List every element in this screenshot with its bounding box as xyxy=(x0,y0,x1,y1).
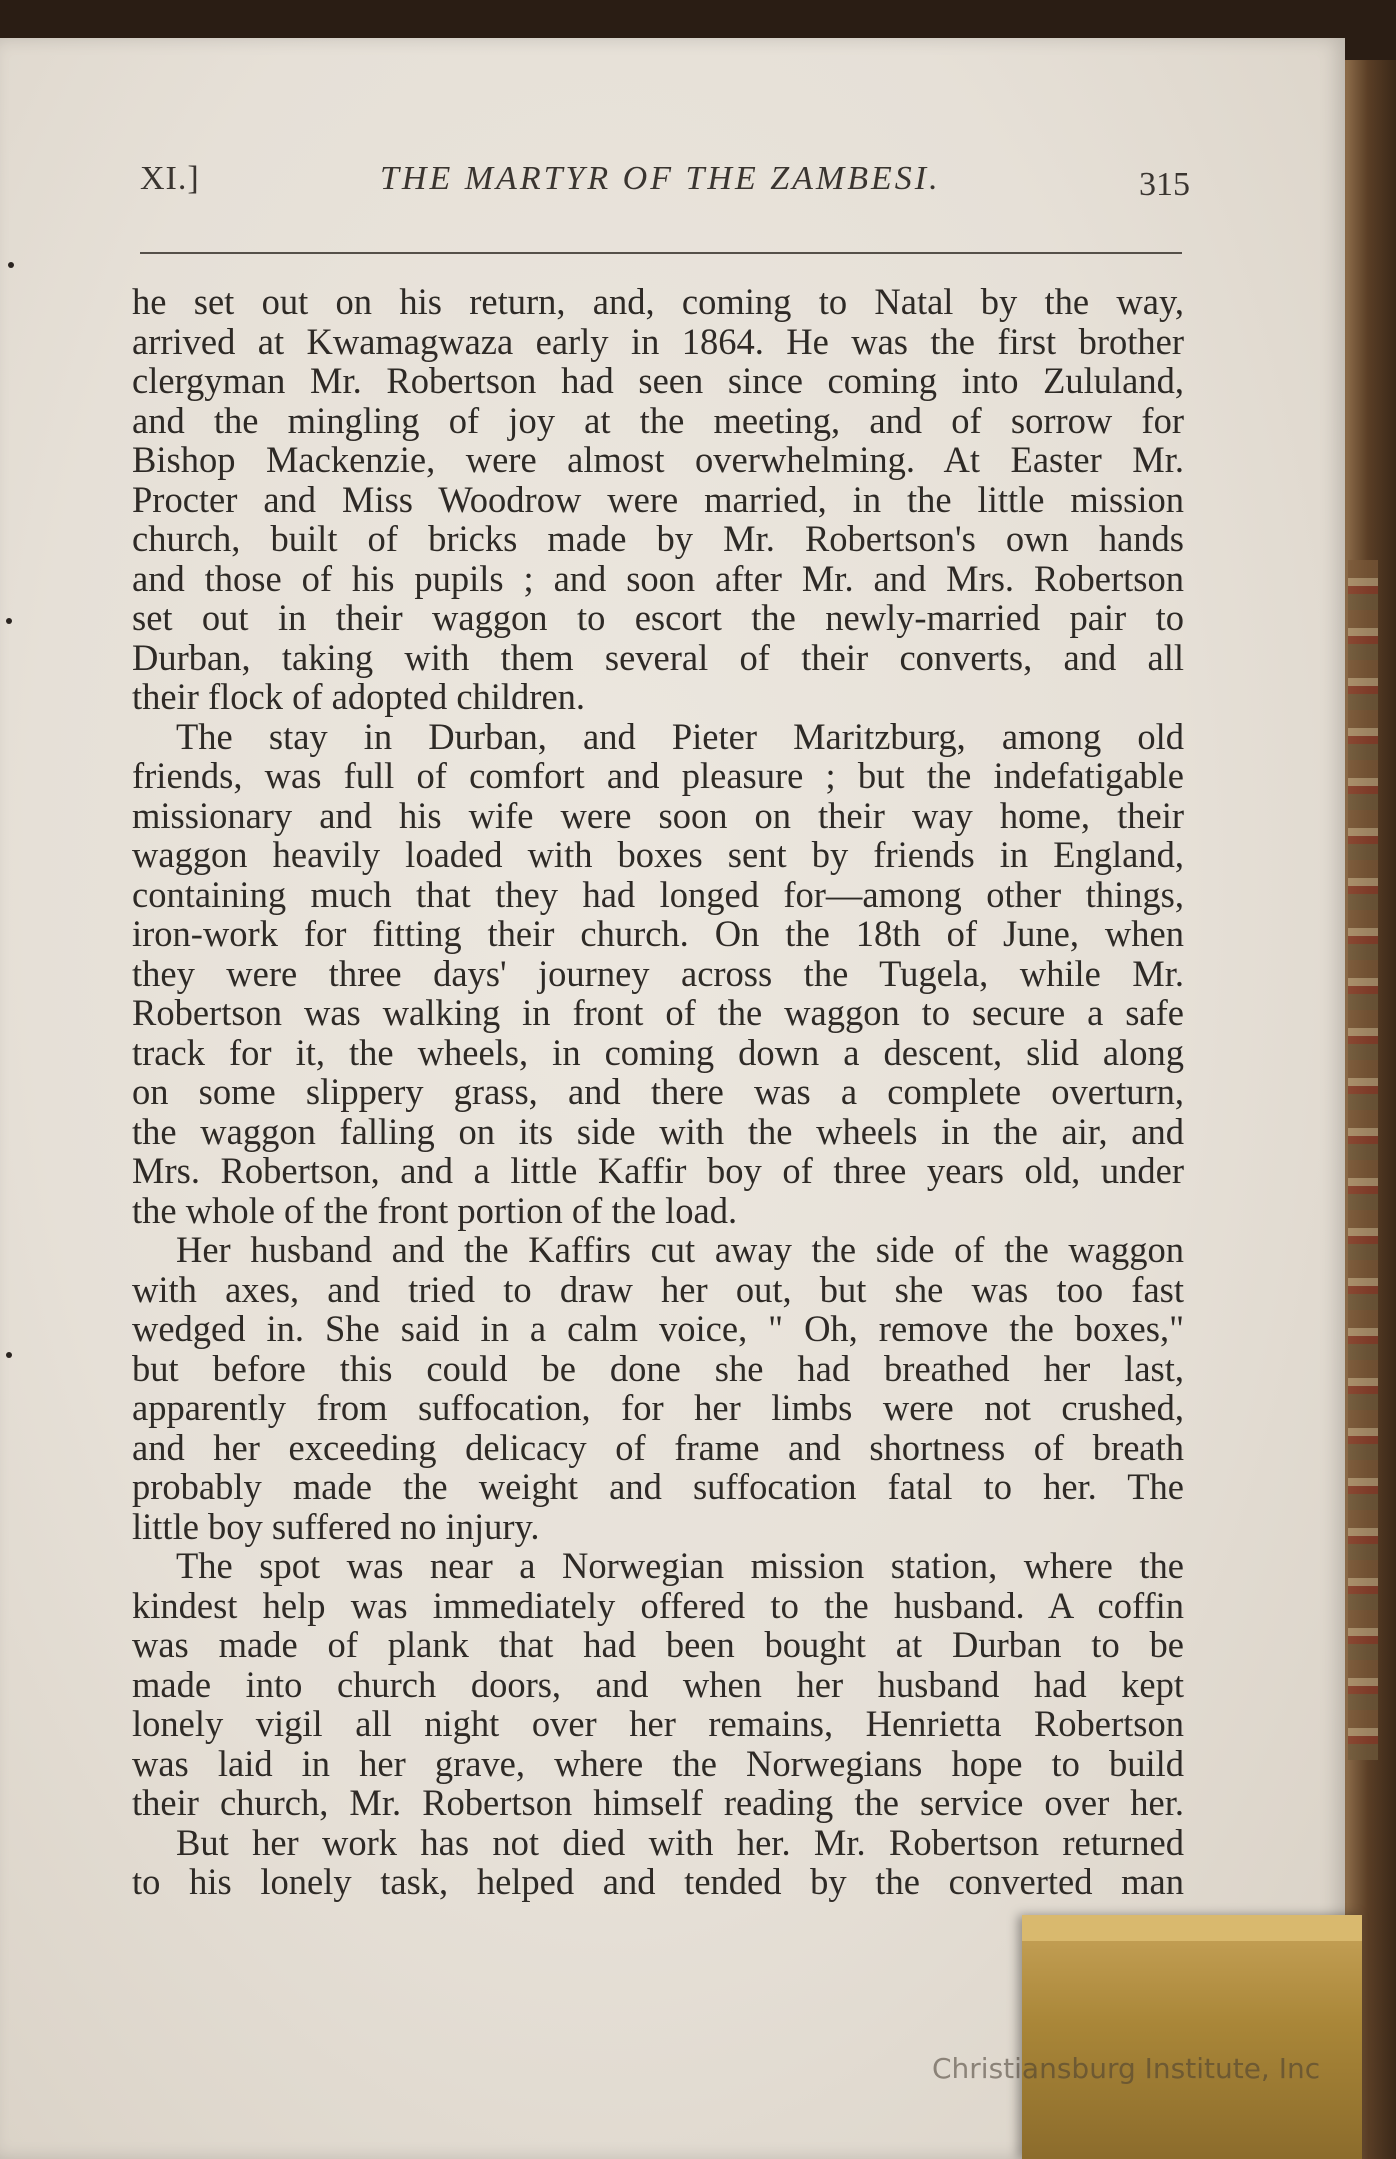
margin-mark xyxy=(6,1352,12,1358)
book-stand-top xyxy=(1022,1915,1362,1941)
text-line: iron-work for fitting their church. On the 18th of June, when xyxy=(132,913,1184,954)
text-line: The stay in Durban, and Pieter Maritzburg, among old xyxy=(176,715,1184,757)
text-line: lonely vigil all night over her remains, Henrietta Robertson xyxy=(132,1703,1184,1744)
text-line: containing much that they had longed for—among other things, xyxy=(132,873,1184,915)
text-line: arrived at Kwamagwaza early in 1864. He was the first brother xyxy=(132,320,1184,362)
text-line: and those of his pupils ; and soon after Mr. and Mrs. Robertson xyxy=(132,557,1184,599)
text-line: waggon heavily loaded with boxes sent by friends in England, xyxy=(132,834,1184,875)
running-header xyxy=(140,160,1190,220)
text-line: the whole of the front portion of the load. xyxy=(132,1189,738,1231)
chapter-marker: XI.] xyxy=(140,160,200,197)
text-line: clergyman Mr. Robertson had seen since coming into Zululand, xyxy=(132,360,1184,401)
text-line: was laid in her grave, where the Norwegians hope to build xyxy=(132,1742,1184,1784)
text-line: but before this could be done she had breathed her last, xyxy=(132,1347,1184,1389)
margin-mark xyxy=(8,262,14,268)
text-line: missionary and his wife were soon on their way home, their xyxy=(132,794,1184,836)
page-number: 315 xyxy=(1139,166,1190,203)
text-line: Robertson was walking in front of the waggon to secure a safe xyxy=(132,992,1184,1033)
text-line: apparently from suffocation, for her limbs were not crushed, xyxy=(132,1387,1184,1428)
text-line: their church, Mr. Robertson himself reading the service over her. xyxy=(132,1782,1184,1823)
text-line: made into church doors, and when her husband had kept xyxy=(132,1663,1184,1705)
header-rule xyxy=(140,252,1182,254)
text-line: and her exceeding delicacy of frame and shortness of breath xyxy=(132,1426,1184,1468)
text-line: to his lonely task, helped and tended by the converted man xyxy=(132,1861,1184,1902)
watermark: Christiansburg Institute, Inc xyxy=(932,2052,1321,2085)
text-line: set out in their waggon to escort the newly-married pair to xyxy=(132,597,1184,638)
text-line: friends, was full of comfort and pleasure ; but the indefatigable xyxy=(132,755,1184,796)
text-line: they were three days' journey across the Tugela, while Mr. xyxy=(132,952,1184,994)
running-title: THE MARTYR OF THE ZAMBESI. xyxy=(380,160,941,197)
text-line: their flock of adopted children. xyxy=(132,676,586,717)
text-line: was made of plank that had been bought at Durban to be xyxy=(132,1624,1184,1665)
text-line: The spot was near a Norwegian mission station, where the xyxy=(176,1545,1184,1586)
text-line: with axes, and tried to draw her out, but she was too fast xyxy=(132,1268,1184,1310)
text-line: the waggon falling on its side with the wheels in the air, and xyxy=(132,1110,1184,1152)
text-line: church, built of bricks made by Mr. Robertson's own hands xyxy=(132,518,1184,559)
text-line: probably made the weight and suffocation fatal to her. The xyxy=(132,1466,1184,1507)
text-line: Procter and Miss Woodrow were married, in the little mission xyxy=(132,478,1184,520)
book-stand xyxy=(1022,1915,1362,2159)
text-line: track for it, the wheels, in coming down a descent, slid along xyxy=(132,1031,1184,1073)
text-line: kindest help was immediately offered to the husband. A coffin xyxy=(132,1584,1184,1626)
text-line: Bishop Mackenzie, were almost overwhelming. At Easter Mr. xyxy=(132,439,1184,480)
text-line: and the mingling of joy at the meeting, and of sorrow for xyxy=(132,399,1184,441)
text-line: Durban, taking with them several of their converts, and all xyxy=(132,636,1184,678)
margin-mark xyxy=(6,618,12,624)
marbled-page-edge xyxy=(1348,560,1378,1760)
text-line: on some slippery grass, and there was a complete overturn, xyxy=(132,1071,1184,1112)
text-line: Mrs. Robertson, and a little Kaffir boy of three years old, under xyxy=(132,1150,1184,1191)
body-text xyxy=(132,282,1184,1902)
text-line: little boy suffered no injury. xyxy=(132,1505,540,1547)
text-line: he set out on his return, and, coming to Natal by the way, xyxy=(132,281,1184,322)
text-line: Her husband and the Kaffirs cut away the side of the waggon xyxy=(176,1229,1184,1270)
text-line: wedged in. She said in a calm voice, " Oh, remove the boxes," xyxy=(132,1308,1184,1349)
text-line: But her work has not died with her. Mr. Robertson returned xyxy=(176,1821,1184,1863)
